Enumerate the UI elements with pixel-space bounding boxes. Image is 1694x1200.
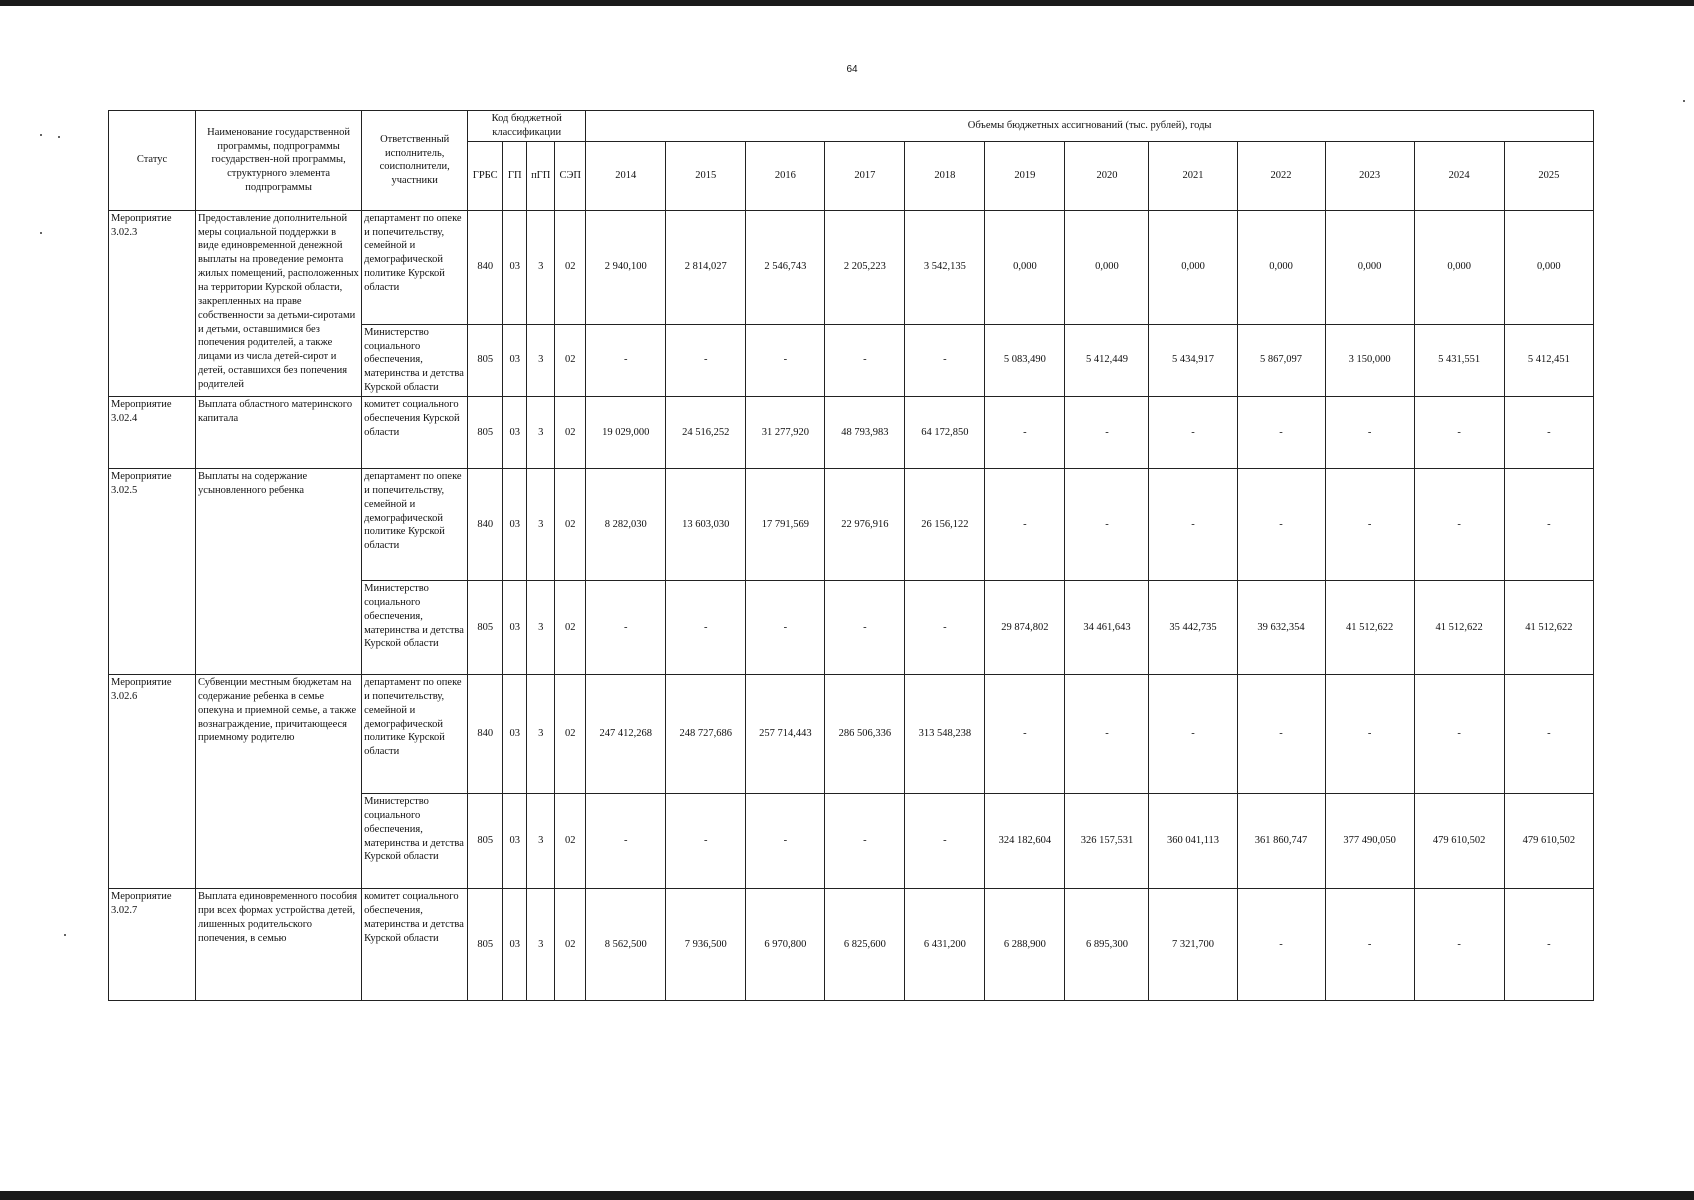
status-cell: Мероприятие 3.02.6 <box>109 675 196 889</box>
budget-value-cell: 479 610,502 <box>1414 794 1504 889</box>
budget-value-cell: 248 727,686 <box>666 675 746 794</box>
budget-value-cell: 24 516,252 <box>666 397 746 469</box>
header-code-pgp: пГП <box>527 141 555 210</box>
budget-value-cell: - <box>1325 675 1414 794</box>
code-gp-cell: 03 <box>503 397 527 469</box>
header-year: 2015 <box>666 141 746 210</box>
header-year: 2021 <box>1149 141 1237 210</box>
budget-value-cell: 64 172,850 <box>905 397 985 469</box>
code-grbs-cell: 805 <box>468 397 503 469</box>
budget-value-cell: 5 867,097 <box>1237 324 1325 396</box>
scan-speck <box>64 934 66 936</box>
header-name: Наименование государственной программы, подпрограммы государствен-ной программы, структурного элемента подпрограммы <box>196 111 362 211</box>
budget-value-cell: 247 412,268 <box>586 675 666 794</box>
budget-value-cell: - <box>666 324 746 396</box>
budget-value-cell: 326 157,531 <box>1065 794 1149 889</box>
budget-value-cell: - <box>746 794 825 889</box>
budget-value-cell: 48 793,983 <box>825 397 905 469</box>
budget-value-cell: - <box>1149 675 1237 794</box>
header-year: 2018 <box>905 141 985 210</box>
budget-value-cell: - <box>985 675 1065 794</box>
budget-value-cell: - <box>1237 675 1325 794</box>
budget-value-cell: 286 506,336 <box>825 675 905 794</box>
header-code-sep: СЭП <box>555 141 586 210</box>
budget-value-cell: 324 182,604 <box>985 794 1065 889</box>
budget-value-cell: 8 562,500 <box>586 889 666 1001</box>
budget-value-cell: 17 791,569 <box>746 469 825 581</box>
executor-cell: Министерство социального обеспечения, материнства и детства Курской области <box>362 324 468 396</box>
code-pgp-cell: 3 <box>527 794 555 889</box>
budget-value-cell: - <box>905 324 985 396</box>
budget-value-cell: - <box>985 397 1065 469</box>
budget-value-cell: - <box>1325 469 1414 581</box>
budget-value-cell: - <box>1504 397 1593 469</box>
budget-value-cell: - <box>586 324 666 396</box>
budget-value-cell: 0,000 <box>1065 210 1149 324</box>
scan-speck <box>40 232 42 234</box>
budget-value-cell: - <box>1149 397 1237 469</box>
budget-value-cell: - <box>825 794 905 889</box>
budget-value-cell: - <box>586 794 666 889</box>
budget-value-cell: 41 512,622 <box>1504 581 1593 675</box>
budget-value-cell: 0,000 <box>1325 210 1414 324</box>
code-gp-cell: 03 <box>503 324 527 396</box>
budget-value-cell: - <box>1504 469 1593 581</box>
budget-value-cell: 0,000 <box>985 210 1065 324</box>
table-body <box>109 210 1594 1000</box>
code-pgp-cell: 3 <box>527 397 555 469</box>
code-gp-cell: 03 <box>503 581 527 675</box>
budget-value-cell: 5 412,449 <box>1065 324 1149 396</box>
budget-value-cell: - <box>586 581 666 675</box>
budget-value-cell: 34 461,643 <box>1065 581 1149 675</box>
header-status: Статус <box>109 111 196 211</box>
program-name-cell: Субвенции местным бюджетам на содержание ребенка в семье опекуна и приемной семье, а также вознаграждение, причитающееся приемному родителю <box>196 675 362 889</box>
budget-value-cell: - <box>1149 469 1237 581</box>
scan-speck <box>58 136 60 138</box>
budget-value-cell: 6 895,300 <box>1065 889 1149 1001</box>
budget-value-cell: 3 542,135 <box>905 210 985 324</box>
header-year: 2014 <box>586 141 666 210</box>
code-sep-cell: 02 <box>555 397 586 469</box>
code-gp-cell: 03 <box>503 469 527 581</box>
budget-value-cell: 3 150,000 <box>1325 324 1414 396</box>
code-sep-cell: 02 <box>555 794 586 889</box>
budget-value-cell: - <box>1065 397 1149 469</box>
code-sep-cell: 02 <box>555 889 586 1001</box>
budget-value-cell: 41 512,622 <box>1325 581 1414 675</box>
header-year: 2019 <box>985 141 1065 210</box>
budget-value-cell: 360 041,113 <box>1149 794 1237 889</box>
table-row <box>109 397 1594 469</box>
executor-cell: Министерство социального обеспечения, материнства и детства Курской области <box>362 794 468 889</box>
budget-value-cell: - <box>905 581 985 675</box>
code-pgp-cell: 3 <box>527 324 555 396</box>
budget-value-cell: - <box>1237 397 1325 469</box>
code-pgp-cell: 3 <box>527 469 555 581</box>
budget-value-cell: - <box>985 469 1065 581</box>
budget-value-cell: - <box>1325 889 1414 1001</box>
budget-value-cell: 2 814,027 <box>666 210 746 324</box>
budget-value-cell: - <box>746 324 825 396</box>
budget-value-cell: - <box>1414 397 1504 469</box>
budget-table <box>108 110 1594 1001</box>
program-name-cell: Выплата единовременного пособия при всех формах устройства детей, лишенных родительского попечения, в семью <box>196 889 362 1001</box>
budget-value-cell: 29 874,802 <box>985 581 1065 675</box>
budget-value-cell: 5 431,551 <box>1414 324 1504 396</box>
program-name-cell: Предоставление дополнительной меры социальной поддержки в виде единовременной денежной выплаты на проведение ремонта жилых помещений, расположенных на территории Курской области, закрепленных на праве собственности за детьми-сиротами и детьми, оставшимися без попечения родителей, а также лицами из числа детей-сирот и детей, оставшихся без попечения родителей <box>196 210 362 396</box>
budget-value-cell: 479 610,502 <box>1504 794 1593 889</box>
status-cell: Мероприятие 3.02.4 <box>109 397 196 469</box>
budget-value-cell: 0,000 <box>1504 210 1593 324</box>
budget-value-cell: - <box>1504 675 1593 794</box>
header-code-grbs: ГРБС <box>468 141 503 210</box>
header-row-1 <box>109 111 1594 142</box>
status-cell: Мероприятие 3.02.3 <box>109 210 196 396</box>
code-gp-cell: 03 <box>503 889 527 1001</box>
scan-speck <box>1683 100 1685 102</box>
budget-value-cell: - <box>825 324 905 396</box>
budget-value-cell: - <box>1504 889 1593 1001</box>
budget-value-cell: - <box>746 581 825 675</box>
executor-cell: Министерство социального обеспечения, материнства и детства Курской области <box>362 581 468 675</box>
code-pgp-cell: 3 <box>527 210 555 324</box>
budget-value-cell: 22 976,916 <box>825 469 905 581</box>
budget-value-cell: 2 940,100 <box>586 210 666 324</box>
header-year: 2022 <box>1237 141 1325 210</box>
header-year: 2017 <box>825 141 905 210</box>
budget-value-cell: 35 442,735 <box>1149 581 1237 675</box>
code-gp-cell: 03 <box>503 210 527 324</box>
code-grbs-cell: 805 <box>468 889 503 1001</box>
budget-value-cell: 13 603,030 <box>666 469 746 581</box>
budget-value-cell: 5 434,917 <box>1149 324 1237 396</box>
budget-value-cell: 6 431,200 <box>905 889 985 1001</box>
budget-value-cell: 2 205,223 <box>825 210 905 324</box>
budget-value-cell: 5 412,451 <box>1504 324 1593 396</box>
budget-value-cell: - <box>825 581 905 675</box>
budget-value-cell: - <box>1414 889 1504 1001</box>
header-year: 2024 <box>1414 141 1504 210</box>
budget-value-cell: - <box>1414 469 1504 581</box>
table-row <box>109 675 1594 794</box>
budget-value-cell: 31 277,920 <box>746 397 825 469</box>
header-year: 2020 <box>1065 141 1149 210</box>
program-name-cell: Выплата областного материнского капитала <box>196 397 362 469</box>
budget-value-cell: 377 490,050 <box>1325 794 1414 889</box>
budget-value-cell: 313 548,238 <box>905 675 985 794</box>
budget-value-cell: 19 029,000 <box>586 397 666 469</box>
budget-value-cell: 0,000 <box>1237 210 1325 324</box>
header-volumes: Объемы бюджетных ассигнований (тыс. рублей), годы <box>586 111 1594 142</box>
scan-border-top <box>0 0 1694 6</box>
budget-value-cell: - <box>1325 397 1414 469</box>
budget-value-cell: 7 321,700 <box>1149 889 1237 1001</box>
code-gp-cell: 03 <box>503 794 527 889</box>
scan-border-bottom <box>0 1191 1694 1200</box>
header-executor: Ответственный исполнитель, соисполнители, участники <box>362 111 468 211</box>
budget-value-cell: - <box>1237 469 1325 581</box>
budget-value-cell: 26 156,122 <box>905 469 985 581</box>
header-year: 2016 <box>746 141 825 210</box>
status-cell: Мероприятие 3.02.5 <box>109 469 196 675</box>
budget-value-cell: - <box>1065 675 1149 794</box>
code-pgp-cell: 3 <box>527 581 555 675</box>
header-year: 2023 <box>1325 141 1414 210</box>
header-budget-code: Код бюджетной классификации <box>468 111 586 142</box>
code-gp-cell: 03 <box>503 675 527 794</box>
code-sep-cell: 02 <box>555 210 586 324</box>
budget-value-cell: 39 632,354 <box>1237 581 1325 675</box>
code-grbs-cell: 805 <box>468 794 503 889</box>
table-row <box>109 469 1594 581</box>
executor-cell: департамент по опеке и попечительству, семейной и демографической политике Курской области <box>362 469 468 581</box>
status-cell: Мероприятие 3.02.7 <box>109 889 196 1001</box>
header-year: 2025 <box>1504 141 1593 210</box>
code-pgp-cell: 3 <box>527 675 555 794</box>
executor-cell: комитет социального обеспечения, материнства и детства Курской области <box>362 889 468 1001</box>
executor-cell: комитет социального обеспечения Курской области <box>362 397 468 469</box>
executor-cell: департамент по опеке и попечительству, семейной и демографической политике Курской области <box>362 210 468 324</box>
code-sep-cell: 02 <box>555 581 586 675</box>
budget-value-cell: - <box>905 794 985 889</box>
code-sep-cell: 02 <box>555 675 586 794</box>
executor-cell: департамент по опеке и попечительству, семейной и демографической политике Курской области <box>362 675 468 794</box>
budget-value-cell: 0,000 <box>1149 210 1237 324</box>
budget-value-cell: 257 714,443 <box>746 675 825 794</box>
code-grbs-cell: 840 <box>468 675 503 794</box>
budget-value-cell: 5 083,490 <box>985 324 1065 396</box>
scan-speck <box>40 134 42 136</box>
table-row <box>109 889 1594 1001</box>
code-grbs-cell: 840 <box>468 469 503 581</box>
code-pgp-cell: 3 <box>527 889 555 1001</box>
budget-value-cell: - <box>1237 889 1325 1001</box>
budget-value-cell: 8 282,030 <box>586 469 666 581</box>
table-row <box>109 210 1594 324</box>
budget-value-cell: 6 970,800 <box>746 889 825 1001</box>
code-sep-cell: 02 <box>555 324 586 396</box>
budget-value-cell: - <box>1414 675 1504 794</box>
budget-value-cell: 2 546,743 <box>746 210 825 324</box>
code-grbs-cell: 840 <box>468 210 503 324</box>
budget-value-cell: 361 860,747 <box>1237 794 1325 889</box>
code-sep-cell: 02 <box>555 469 586 581</box>
header-code-gp: ГП <box>503 141 527 210</box>
budget-value-cell: - <box>1065 469 1149 581</box>
budget-value-cell: 6 288,900 <box>985 889 1065 1001</box>
budget-value-cell: 0,000 <box>1414 210 1504 324</box>
budget-value-cell: 6 825,600 <box>825 889 905 1001</box>
code-grbs-cell: 805 <box>468 581 503 675</box>
budget-value-cell: - <box>666 581 746 675</box>
program-name-cell: Выплаты на содержание усыновленного ребенка <box>196 469 362 675</box>
page-number: 64 <box>846 64 858 75</box>
budget-value-cell: - <box>666 794 746 889</box>
budget-value-cell: 41 512,622 <box>1414 581 1504 675</box>
budget-value-cell: 7 936,500 <box>666 889 746 1001</box>
code-grbs-cell: 805 <box>468 324 503 396</box>
